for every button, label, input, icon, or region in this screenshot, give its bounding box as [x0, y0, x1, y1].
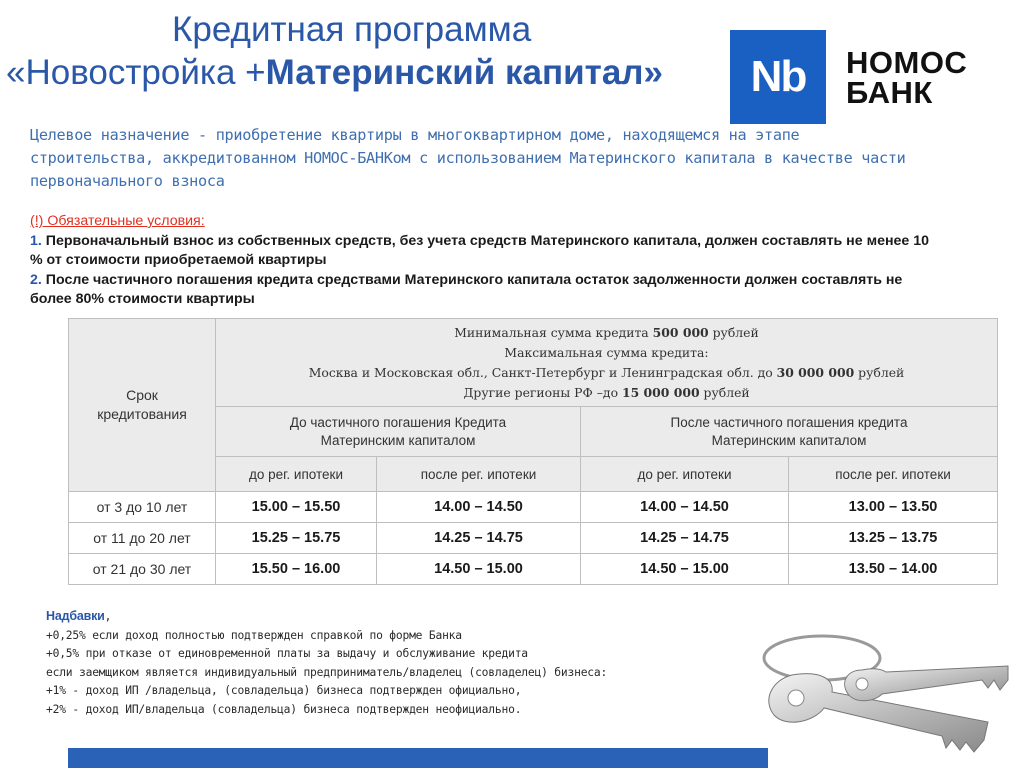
conditions-block — [30, 212, 930, 310]
bank-logo-line1: НОМОС — [846, 45, 968, 80]
footer-bar — [68, 748, 768, 768]
bank-logo-line2: БАНК — [846, 75, 933, 110]
rate-cell: 13.00 – 13.50 — [789, 492, 998, 523]
loan-info-cell — [216, 319, 998, 407]
rate-cell: 14.25 – 14.75 — [377, 523, 581, 554]
rate-cell: 14.00 – 14.50 — [581, 492, 789, 523]
rates-table — [68, 318, 998, 585]
bank-logo-mark: Nb — [730, 30, 826, 124]
bank-logo-text — [846, 45, 968, 110]
surcharges-block — [46, 607, 607, 719]
term-cell: от 11 до 20 лет — [69, 523, 216, 554]
sub-header: после рег. ипотеки — [789, 457, 998, 492]
condition-number: 1. — [30, 232, 42, 249]
term-cell: от 3 до 10 лет — [69, 492, 216, 523]
region1-line: Москва и Московская обл., Санкт-Петербург и Ленинградская обл. до 30 000 000 рублей — [308, 364, 905, 380]
max-amount-label: Максимальная сумма кредита: — [504, 344, 709, 360]
rate-cell: 13.25 – 13.75 — [789, 523, 998, 554]
table-row — [69, 523, 998, 554]
rate-cell: 15.50 – 16.00 — [216, 554, 377, 585]
purpose-text: Целевое назначение - приобретение квартиры в многоквартирном доме, находящемся на этапе строительства, аккредитованном НОМОС-БАНКом с использованием Материнского капитала в качестве части первоначального взноса — [30, 126, 906, 190]
rate-cell: 14.25 – 14.75 — [581, 523, 789, 554]
surcharge-line: +2% - доход ИП/владельца (совладельца) бизнеса подтвержден неофициально. — [46, 702, 522, 716]
sub-header: после рег. ипотеки — [377, 457, 581, 492]
table-row — [69, 554, 998, 585]
surcharges-header: Надбавки — [46, 609, 105, 623]
surcharge-line: если заемщиком является индивидуальный предприниматель/владелец (совладелец) бизнеса: — [46, 665, 608, 679]
rate-cell: 13.50 – 14.00 — [789, 554, 998, 585]
table-row — [69, 492, 998, 523]
title-line2-prefix: «Новостройка + — [6, 53, 266, 92]
rate-cell: 14.50 – 15.00 — [377, 554, 581, 585]
conditions-header: (!) Обязательные условия: — [30, 213, 205, 229]
region2-line: Другие регионы РФ –до 15 000 000 рублей — [463, 384, 750, 400]
rate-cell: 15.00 – 15.50 — [216, 492, 377, 523]
rate-cell: 14.50 – 15.00 — [581, 554, 789, 585]
title-line2 — [6, 51, 663, 95]
term-cell: от 21 до 30 лет — [69, 554, 216, 585]
group-header-before: До частичного погашения Кредита Материнским капиталом — [216, 407, 581, 457]
condition-item — [30, 232, 930, 271]
keys-icon — [752, 610, 1012, 760]
surcharge-line: +0,5% при отказе от единовременной платы за выдачу и обслуживание кредита — [46, 647, 528, 660]
condition-item — [30, 271, 930, 310]
min-amount-line: Минимальная сумма кредита 500 000 рублей — [454, 324, 759, 340]
term-header: Срок кредитования — [69, 319, 216, 492]
group-header-after: После частичного погашения кредита Материнским капиталом — [581, 407, 998, 457]
sub-header: до рег. ипотеки — [581, 457, 789, 492]
surcharge-line: +0,25% если доход полностью подтвержден справкой по форме Банка — [46, 628, 462, 642]
title-line1: Кредитная программа — [172, 10, 532, 49]
surcharge-line: +1% - доход ИП /владельца, (совладельца) бизнеса подтвержден официально, — [46, 684, 522, 697]
condition-text: Первоначальный взнос из собственных средств, без учета средств Материнского капитала, должен составлять не менее 10 % от стоимости приобретаемой квартиры — [30, 232, 930, 268]
surcharges-header-line: Надбавки, — [46, 609, 112, 623]
sub-header: до рег. ипотеки — [216, 457, 377, 492]
rate-cell: 14.00 – 14.50 — [377, 492, 581, 523]
condition-number: 2. — [30, 271, 42, 288]
rate-cell: 15.25 – 15.75 — [216, 523, 377, 554]
title-line2-bold: Материнский капитал» — [265, 53, 663, 92]
condition-text: После частичного погашения кредита средствами Материнского капитала остаток задолженности должен составлять не более 80% стоимости квартиры — [30, 271, 903, 307]
